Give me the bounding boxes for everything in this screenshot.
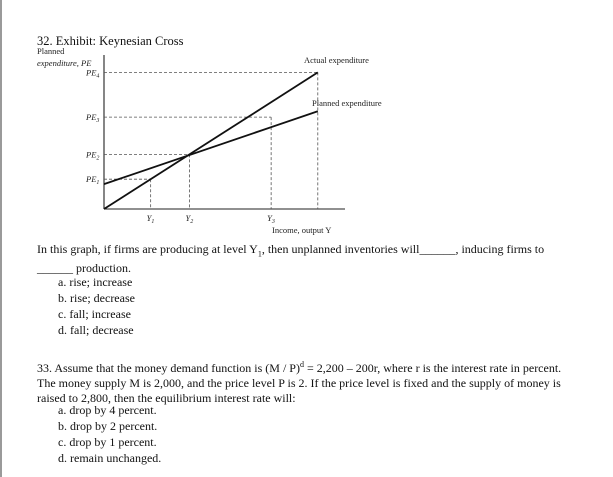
q32-option-a: a. rise; increase xyxy=(58,275,133,289)
x-tick-label-y1: $Y_1$ xyxy=(146,213,155,225)
series-label-actual: Actual expenditure xyxy=(304,55,369,65)
q32-text-part4: production. xyxy=(73,261,131,276)
question-32-text xyxy=(37,242,577,276)
q32-text-part1: In this graph, if firms are producing at level Y xyxy=(37,242,258,256)
q33-text-b: = 2,200 – 200r, where r is the interest rate in percent. xyxy=(303,361,562,375)
series-lines xyxy=(104,72,318,209)
question-32-title: 32. Exhibit: Keynesian Cross xyxy=(37,34,184,48)
actual-expenditure-line xyxy=(104,72,318,209)
q33-text-line3: raised to 2,800, then the equilibrium interest rate will: xyxy=(37,391,296,405)
q32-option-b: b. rise; decrease xyxy=(58,291,135,305)
x-axis-label: Income, output Y xyxy=(272,225,332,235)
planned-expenditure-line xyxy=(104,111,318,184)
q33-superscript: d xyxy=(299,360,304,369)
q33-text-a: 33. Assume that the money demand function is (M / P) xyxy=(37,361,300,375)
y-tick-label-pe4: $PE_4$ xyxy=(86,67,100,80)
y-axis-label-line1: Planned xyxy=(37,46,65,56)
series-label-planned: Planned expenditure xyxy=(312,98,382,108)
q32-text-part3: , inducing firms to xyxy=(455,242,545,256)
x-tick-labels xyxy=(147,213,275,225)
question-33-text xyxy=(37,357,597,406)
q32-text-part2: , then unplanned inventories will xyxy=(261,242,420,256)
q33-option-a: a. drop by 4 percent. xyxy=(58,403,157,417)
q32-blank-2: ______ xyxy=(37,261,73,276)
q33-option-d: d. remain unchanged. xyxy=(58,451,162,465)
x-tick-label-y2: $Y_2$ xyxy=(185,213,194,225)
q32-option-d: d. fall; decrease xyxy=(58,323,134,337)
q32-subscript: 1 xyxy=(257,249,262,259)
y-tick-labels xyxy=(85,67,99,186)
q33-option-b: b. drop by 2 percent. xyxy=(58,419,158,433)
y-tick-label-pe1: $PE_1$ xyxy=(86,174,100,187)
q32-blank-1: ______ xyxy=(419,242,456,256)
y-tick-label-pe3: $PE_3$ xyxy=(86,112,100,125)
q32-option-c: c. fall; increase xyxy=(58,307,131,321)
x-tick-label-y3: $Y_3$ xyxy=(267,213,275,225)
y-tick-label-pe2: $PE_2$ xyxy=(86,149,100,162)
q33-option-c: c. drop by 1 percent. xyxy=(58,435,157,449)
y-axis-label-line2: expenditure, PE xyxy=(37,58,92,68)
q33-text-line2: The money supply M is 2,000, and the price level P is 2. If the price level is fixed and the supply of money is xyxy=(37,376,561,390)
